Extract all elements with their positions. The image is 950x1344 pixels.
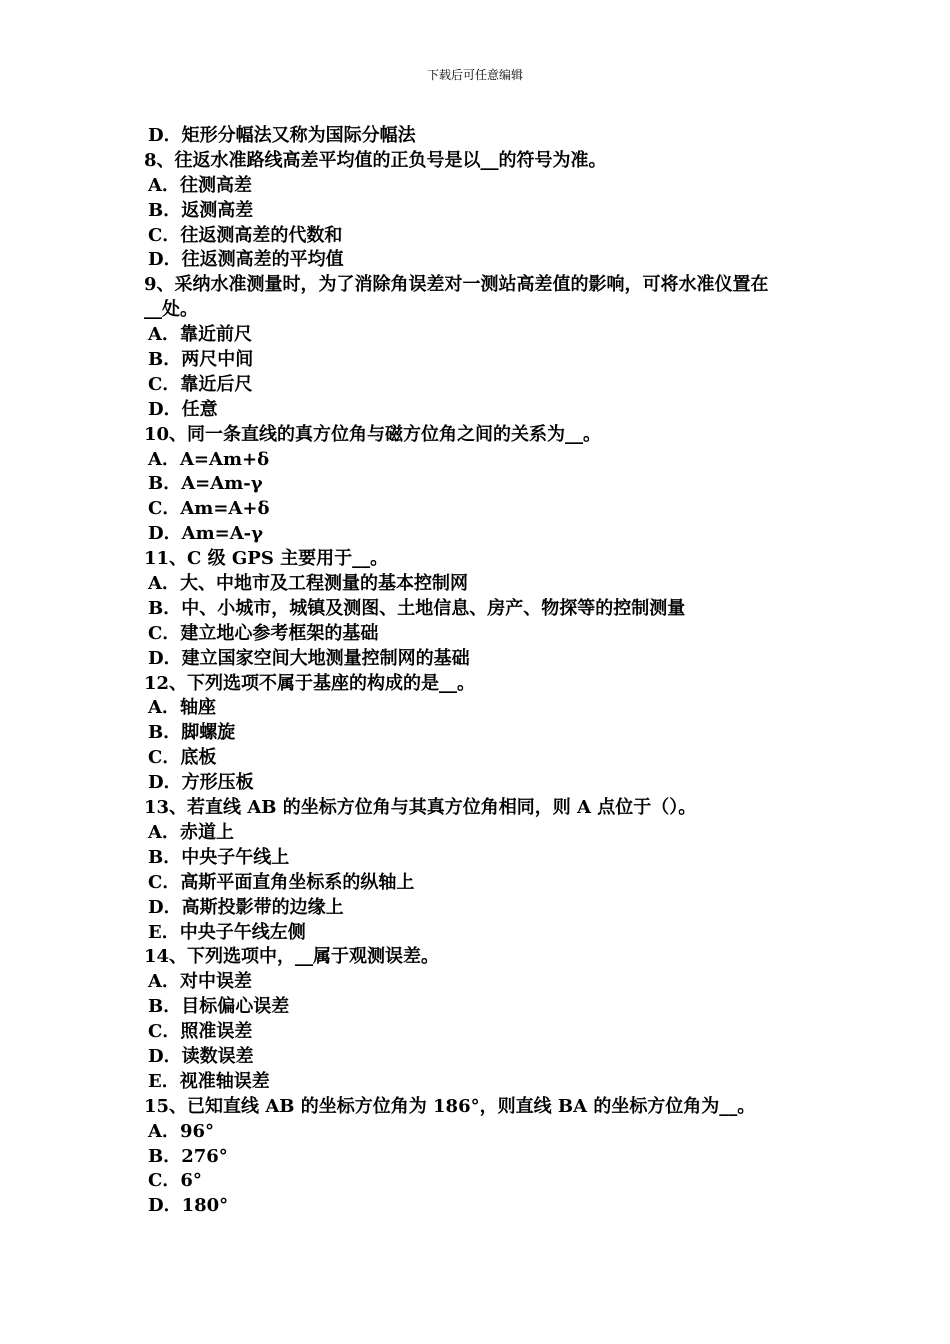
answer-option: D．方形压板 [148,772,254,794]
answer-option: D．Am=A-γ [148,523,264,545]
answer-option: A．靠近前尺 [148,324,252,346]
answer-option: D．读数误差 [148,1045,254,1067]
answer-option: B．目标偏心误差 [148,996,290,1018]
answer-option: D．矩形分幅法又称为国际分幅法 [148,125,416,146]
answer-option: B．276° [148,1145,228,1167]
answer-option: C．6° [148,1170,202,1192]
answer-option: E．视准轴误差 [148,1070,270,1092]
answer-option: B．中央子午线上 [148,846,290,868]
answer-option: C．底板 [148,747,217,769]
answer-option: A．96° [148,1120,215,1142]
answer-option: D．建立国家空间大地测量控制网的基础 [148,647,470,669]
answer-option: A．A=Am+δ [148,448,270,470]
answer-option: E．中央子午线左侧 [148,921,306,943]
answer-option: C．往返测高差的代数和 [148,224,343,246]
answer-option: B．返测高差 [148,199,254,221]
answer-option: B．脚螺旋 [148,722,236,744]
question-text: 14、下列选项中，__属于观测误差。 [144,946,440,968]
answer-option: A．大、中地市及工程测量的基本控制网 [148,573,468,595]
question-text: 11、C 级 GPS 主要用于__。 [144,548,389,570]
answer-option: A．对中误差 [148,971,252,993]
answer-option: D．180° [148,1195,229,1217]
question-text: 12、下列选项不属于基座的构成的是__。 [144,672,476,694]
answer-option: C．建立地心参考框架的基础 [148,622,379,644]
document-body [144,124,814,1219]
answer-option: B．A=Am-γ [148,473,263,495]
answer-option: A．往测高差 [148,174,252,196]
answer-option: D．往返测高差的平均值 [148,249,344,271]
answer-option: C．靠近后尺 [148,373,253,395]
answer-option: B．两尺中间 [148,349,254,371]
page-header: 下载后可任意编辑 [426,68,523,82]
question-text: 13、若直线 AB 的坐标方位角与其真方位角相同，则 A 点位于（）。 [144,797,697,819]
answer-option: C．高斯平面直角坐标系的纵轴上 [148,871,415,893]
question-text: 15、已知直线 AB 的坐标方位角为 186°，则直线 BA 的坐标方位角为__。 [144,1095,756,1117]
question-text: 10、同一条直线的真方位角与磁方位角之间的关系为__。 [144,423,602,445]
answer-option: D．任意 [148,398,218,420]
answer-option: A．赤道上 [148,821,234,843]
answer-option: C．Am=A+δ [148,498,270,520]
question-text: __处。 [144,299,198,321]
answer-option: A．轴座 [148,697,216,719]
answer-option: C．照准误差 [148,1021,253,1043]
question-text: 9、采纳水准测量时，为了消除角误差对一测站高差值的影响，可将水准仪置在 [144,274,769,296]
question-text: 8、往返水准路线高差平均值的正负号是以__的符号为准。 [144,149,607,171]
answer-option: B．中、小城市，城镇及测图、土地信息、房产、物探等的控制测量 [148,597,686,619]
answer-option: D．高斯投影带的边缘上 [148,896,344,918]
